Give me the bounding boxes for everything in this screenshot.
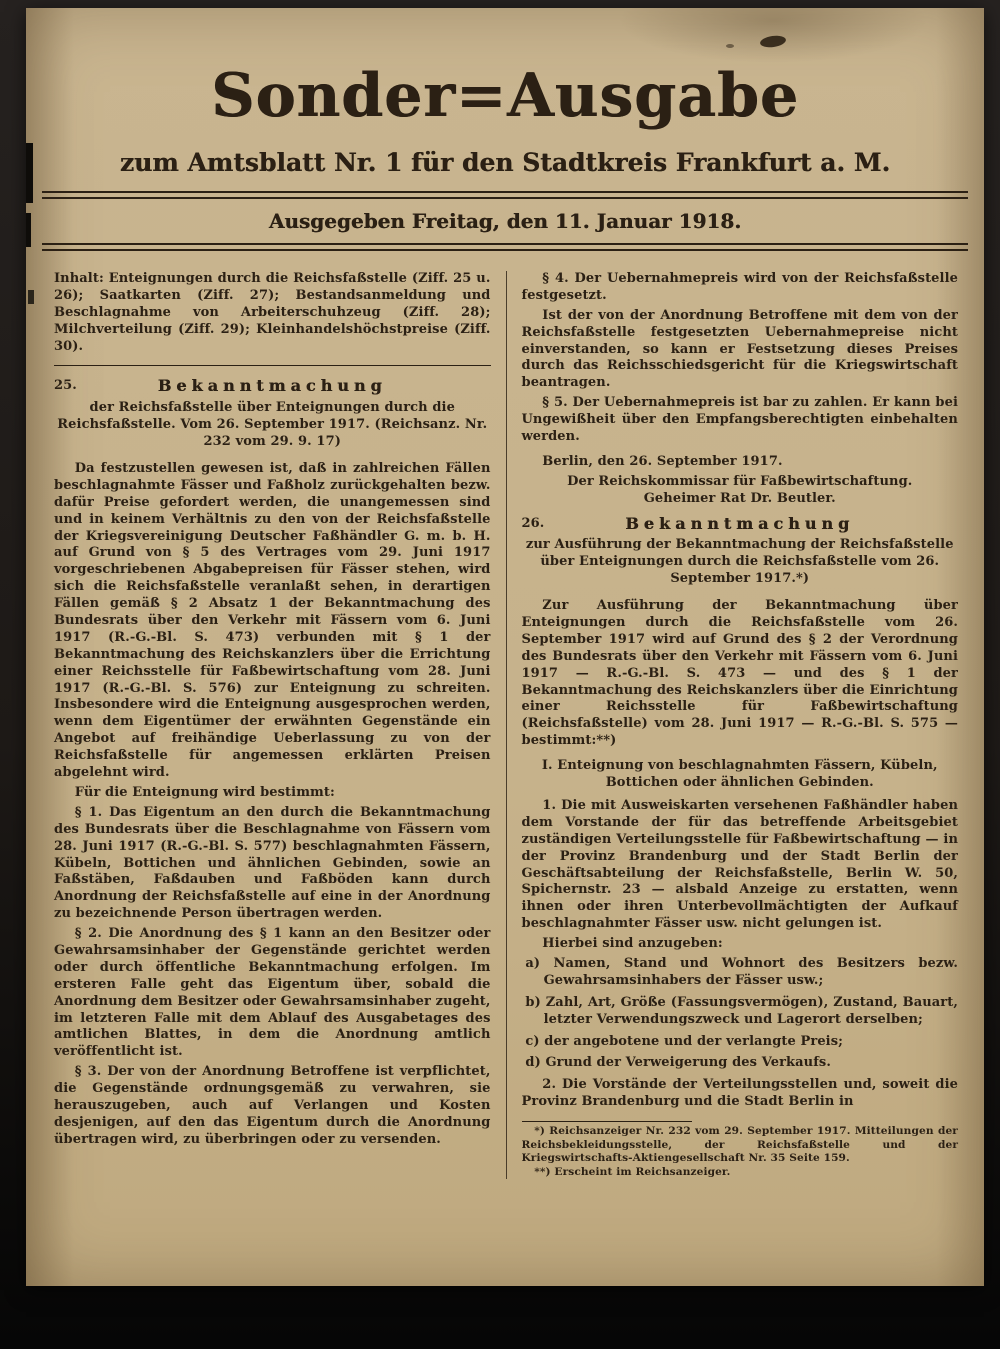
article-number: 26.: [521, 515, 545, 531]
footnotes: [522, 1121, 959, 1179]
article-subheading: der Reichsfaßstelle über Enteignungen durch die Reichsfaßstelle. Vom 26. September 1917. (Reichsanz. Nr. 232 vom 29. 9. 17): [57, 400, 488, 450]
masthead: [26, 8, 984, 251]
section-heading: I. Enteignung von beschlagnahmten Fässern, Kübeln, Bottichen oder ähnlichen Gebinden.: [541, 758, 938, 791]
document-page: [26, 8, 984, 1286]
paragraph-section-1: § 1. Das Eigentum an den durch die Bekanntmachung des Bundesrats über die Beschlagnahme von Fässern vom 28. Juni 1917 (R.-G.-Bl. S. 577) beschlagnahmten Fässern, Kübeln, Bottichen und ähnlichen Gebinden, sowie an Faßstäben, Faßdauben und Faßböden kann durch Anordnung der Reichsfaßstelle auf eine in der Anordnung zu bezeichnende Person übertragen werden.: [54, 804, 491, 922]
list-item: d) Grund der Verweigerung des Verkaufs.: [525, 1055, 831, 1071]
page-title: Sonder=Ausgabe: [211, 61, 799, 131]
left-column: [54, 271, 507, 1179]
article-heading: Bekanntmachung: [157, 376, 387, 396]
dateline: Ausgegeben Freitag, den 11. Januar 1918.: [268, 209, 742, 233]
paragraph: Da festzustellen gewesen ist, daß in zahlreichen Fällen beschlagnahmte Fässer und Faßholz zurückgehalten bezw. dafür Preise gefordert werden, die unangemessen sind und in keinem Verhältnis zu den von der Reichsfaßstelle der Kriegsvereinigung Deutscher Faßhändler G. m. b. H. auf Grund von § 5 des Vertrages vom 29. Juni 1917 vorgeschriebenen Abgabepreisen für Fässer stehen, wird sich die Reichsfaßstelle veranlaßt sehen, in derartigen Fällen gemäß § 2 Absatz 1 der Bekanntmachung des Bundesrats über den Verkehr mit Fässern vom 6. Juni 1917 (R.-G.-Bl. S. 473) verbunden mit § 1 der Bekanntmachung des Reichskanzlers über die Errichtung einer Reichsstelle für Faßbewirtschaftung vom 28. Juni 1917 (R.-G.-Bl. S. 576) zur Enteignung zu schreiten. Insbesondere wird die Enteignung ausgesprochen werden, wenn dem Eigentümer der erwähnten Gegenstände ein Angebot auf freihändige Ueberlassung zu von der Reichsfaßstelle für angemessen erklärten Preisen abgelehnt wird.: [54, 461, 491, 781]
edge-mark: [26, 213, 31, 247]
signature-line: Der Reichskommissar für Faßbewirtschaftung.: [567, 473, 913, 489]
column-divider-rule: [54, 365, 491, 366]
footnote: **) Erscheint im Reichsanzeiger.: [534, 1165, 731, 1178]
article-number: 25.: [54, 378, 77, 394]
list-item: b) Zahl, Art, Größe (Fassungsvermögen), Zustand, Bauart, letzter Verwendungszweck und Lagerort derselben;: [525, 994, 958, 1027]
paragraph: Hierbei sind anzugeben:: [542, 936, 723, 952]
edge-mark: [26, 143, 33, 203]
signature-line: Geheimer Rat Dr. Beutler.: [643, 490, 836, 506]
footnote-rule: [522, 1121, 692, 1122]
place-date-line: Berlin, den 26. September 1917.: [542, 453, 783, 469]
paragraph: Für die Enteignung wird bestimmt:: [74, 784, 335, 800]
content-columns: [26, 251, 984, 1179]
ink-smudge: [726, 44, 734, 48]
article-heading: Bekanntmachung: [625, 513, 855, 533]
page-subtitle: zum Amtsblatt Nr. 1 für den Stadtkreis Frankfurt a. M.: [119, 148, 891, 177]
paragraph: Zur Ausführung der Bekanntmachung über Enteignungen durch die Reichsfaßstelle vom 26. September 1917 wird auf Grund des § 2 der Verordnung des Bundesrats über den Verkehr mit Fässern vom 6. Juni 1917 — R.-G.-Bl. S. 473 — und des § 1 der Bekanntmachung des Reichskanzlers über die Einrichtung einer Reichsstelle für Faßbewirtschaftung (Reichsfaßstelle) vom 28. Juni 1917 — R.-G.-Bl. S. 575 — bestimmt:**): [521, 598, 958, 749]
divider-rule: [42, 243, 968, 251]
paragraph: 1. Die mit Ausweiskarten versehenen Faßhändler haben dem Vorstande der für das betreffende Arbeitsgebiet zuständigen Verteilungsstelle für Faßbewirtschaftung — in der Provinz Brandenburg und der Stadt Berlin der Geschäftsabteilung der Reichsfaßstelle, Berlin W. 50, Spichernstr. 23 — alsbald Anzeige zu erstatten, wenn ihnen oder ihren Unterbevollmächtigten der Aufkauf beschlagnahmter Fässer usw. nicht gelungen ist.: [521, 797, 958, 932]
paragraph-section-4: § 4. Der Uebernahmepreis wird von der Reichsfaßstelle festgesetzt.: [521, 271, 958, 303]
paragraph: 2. Die Vorstände der Verteilungsstellen und, soweit die Provinz Brandenburg und die Stadt Berlin in: [521, 1077, 958, 1110]
paragraph: Ist der von der Anordnung Betroffene mit dem von der Reichsfaßstelle festgesetzten Uebernahmepreise nicht einverstanden, so kann er Festsetzung dieses Preises durch das Reichsschiedsgericht für die Kriegswirtschaft beantragen.: [521, 307, 958, 391]
paragraph-section-3: § 3. Der von der Anordnung Betroffene ist verpflichtet, die Gegenstände ordnungsgemäß zu verwahren, sie herauszugeben, auch auf Verlangen und Kosten desjenigen, auf den das Eigentum durch die Anordnung übertragen wird, zu überbringen oder zu versenden.: [54, 1064, 491, 1147]
article-subheading: zur Ausführung der Bekanntmachung der Reichsfaßstelle über Enteignungen durch die Reichsfaßstelle vom 26. September 1917.*): [525, 537, 954, 587]
edge-mark: [28, 290, 34, 304]
article-25-header: [54, 376, 491, 397]
footnote: *) Reichsanzeiger Nr. 232 vom 29. September 1917. Mitteilungen der Reichsbekleidungsstelle, der Reichsfaßstelle und der Kriegswirtschafts-Aktiengesellschaft Nr. 35 Seite 159.: [521, 1125, 958, 1165]
list-item: a) Namen, Stand und Wohnort des Besitzers bezw. Gewahrsamsinhabers der Fässer usw.;: [525, 955, 958, 988]
article-26-header: [522, 514, 959, 535]
list-item: c) der angebotene und der verlangte Preis;: [525, 1033, 844, 1049]
paragraph-section-5: § 5. Der Uebernahmepreis ist bar zu zahlen. Er kann bei Ungewißheit über den Empfangsberechtigten einbehalten werden.: [521, 395, 958, 445]
paragraph-section-2: § 2. Die Anordnung des § 1 kann an den Besitzer oder Gewahrsamsinhaber der Gegenstände gerichtet werden oder durch öffentliche Bekanntmachung erfolgen. Im ersteren Falle geht das Eigentum über, sobald die Anordnung dem Besitzer oder Gewahrsamsinhaber zugeht, im letzteren Falle mit dem Ablauf des Ausgabetages des amtlichen Blattes, in dem die Anordnung amtlich veröffentlicht ist.: [54, 926, 491, 1060]
table-of-contents: Inhalt: Enteignungen durch die Reichsfaßstelle (Ziff. 25 u. 26); Saatkarten (Ziff. 27); Bestandsanmeldung und Beschlagnahme von Arbeiterschuhzeug (Ziff. 28); Milchverteilung (Ziff. 29); Kleinhandelshöchstpreise (Ziff. 30).: [54, 271, 491, 354]
right-column: [507, 271, 959, 1179]
divider-rule: [42, 191, 968, 199]
